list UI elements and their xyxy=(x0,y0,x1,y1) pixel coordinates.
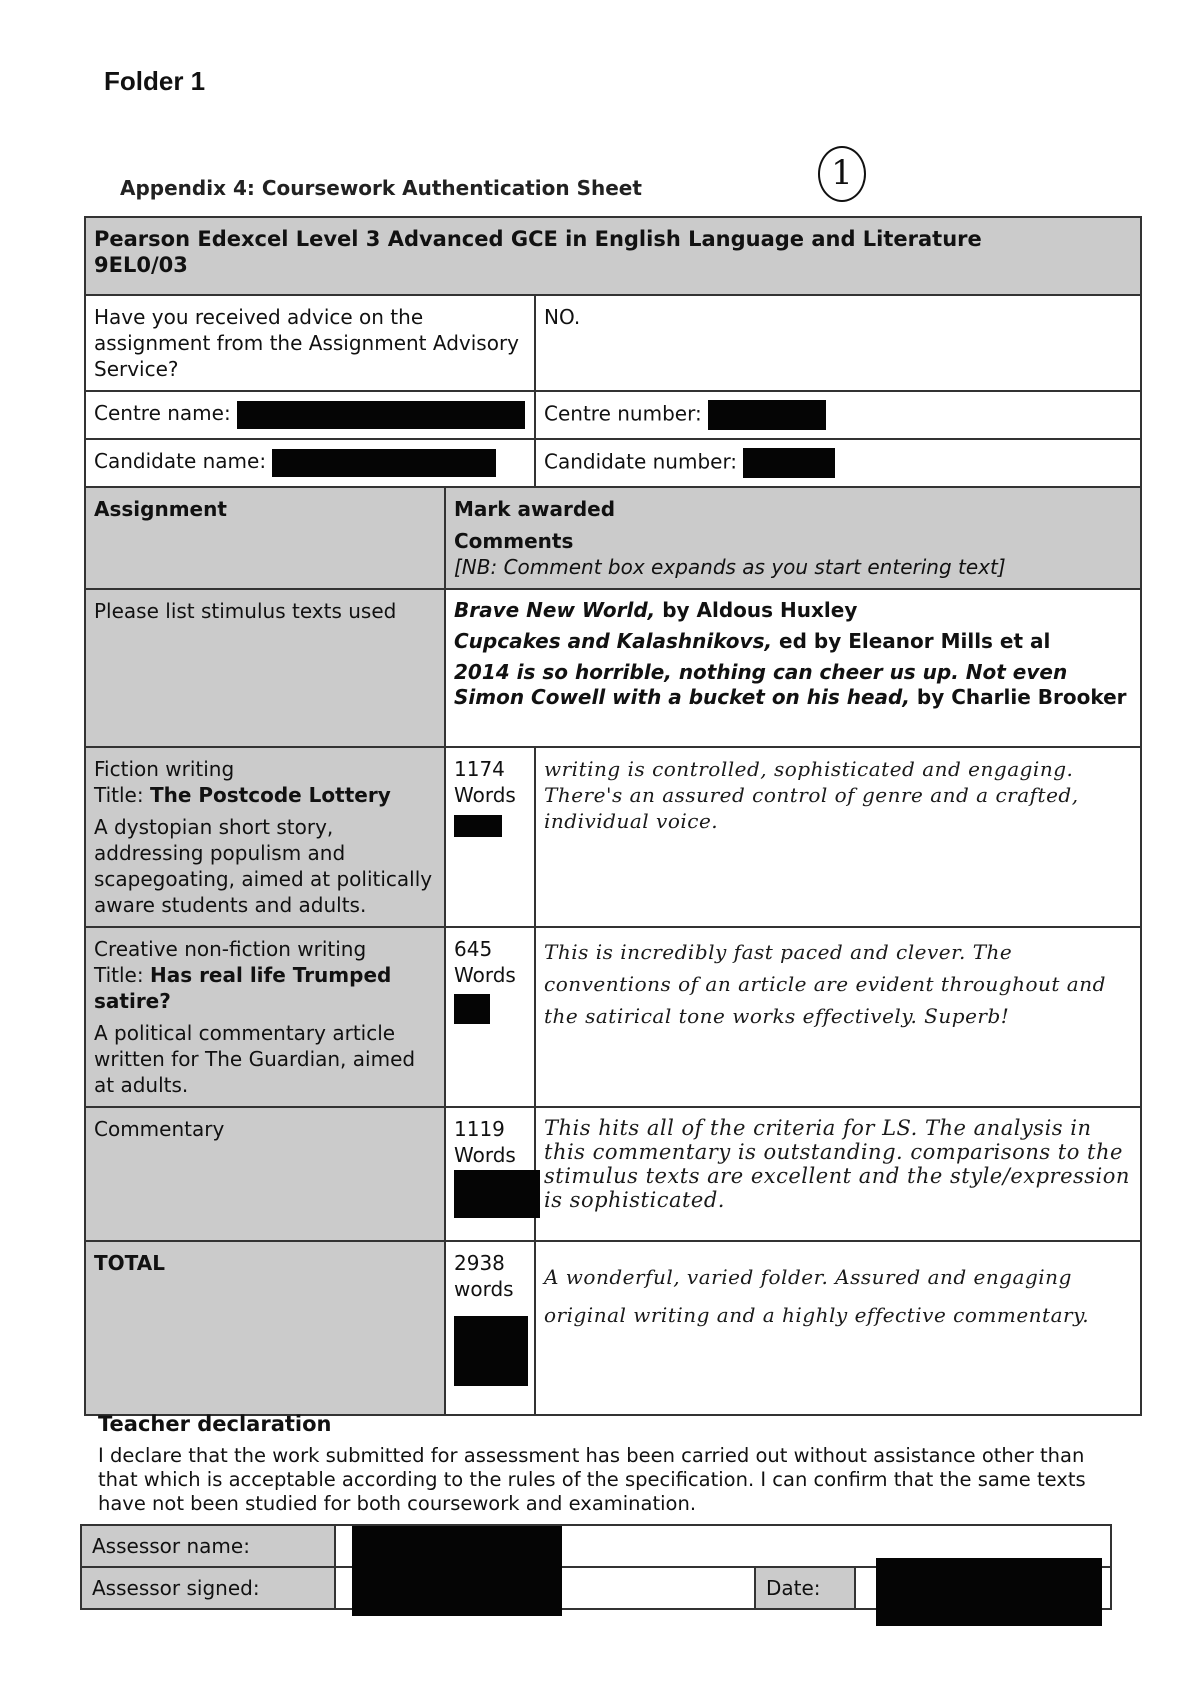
word-count-unit: Words xyxy=(454,1143,516,1167)
stimulus-label: Please list stimulus texts used xyxy=(85,589,445,747)
date-value xyxy=(855,1567,1111,1609)
centre-row xyxy=(85,391,1141,439)
assignment-description: A political commentary article written for The Guardian, aimed at adults. xyxy=(94,1021,416,1097)
assignment-title: Title: Has real life Trumped satire? xyxy=(94,963,392,1013)
nonfiction-comment: This is incredibly fast paced and clever. The conventions of an article are evident throughout and the satirical tone works effectively. Superb! xyxy=(535,927,1141,1107)
centre-number-cell xyxy=(535,391,1141,439)
qualification-title: Pearson Edexcel Level 3 Advanced GCE in English Language and Literature xyxy=(94,227,982,251)
mark-redaction xyxy=(454,815,502,837)
total-label: TOTAL xyxy=(85,1241,445,1415)
centre-number-redaction xyxy=(708,400,826,430)
centre-name-redaction xyxy=(237,401,525,429)
comments-header: Comments xyxy=(454,529,574,553)
assignment-header: Assignment xyxy=(85,487,445,589)
mark-awarded-header: Mark awarded xyxy=(454,497,616,521)
word-count-unit: Words xyxy=(454,783,516,807)
stimulus-row xyxy=(85,589,1141,747)
assessor-table xyxy=(80,1524,1112,1610)
candidate-row xyxy=(85,439,1141,487)
header-row xyxy=(85,487,1141,589)
nonfiction-assignment xyxy=(85,927,445,1107)
candidate-name-redaction xyxy=(272,449,496,477)
teacher-declaration-title: Teacher declaration xyxy=(98,1412,332,1436)
total-count-value: 2938 xyxy=(454,1251,505,1275)
fiction-assignment xyxy=(85,747,445,927)
word-count-value: 1174 xyxy=(454,757,505,781)
word-count-value: 1119 xyxy=(454,1117,505,1141)
total-count-unit: words xyxy=(454,1277,514,1301)
teacher-declaration-text: I declare that the work submitted for assessment has been carried out without assistance other than that which is acceptable according to the rules of the specification. I can confirm that the same texts have not been studied for both coursework and examination. xyxy=(98,1444,1086,1515)
qualification-code: 9EL0/03 xyxy=(94,253,188,277)
candidate-number-cell xyxy=(535,439,1141,487)
authentication-form xyxy=(84,216,1142,1416)
comments-note: [NB: Comment box expands as you start entering text] xyxy=(454,555,1006,579)
candidate-number-label: Candidate number: xyxy=(544,449,738,474)
centre-number-label: Centre number: xyxy=(544,401,702,426)
word-count-unit: Words xyxy=(454,963,516,987)
mark-redaction xyxy=(454,1170,540,1218)
word-count-value: 645 xyxy=(454,937,493,961)
assignment-description: A dystopian short story, addressing populism and scapegoating, aimed at politically aware students and adults. xyxy=(94,815,433,917)
circled-folder-number: 1 xyxy=(818,146,866,202)
total-word-count xyxy=(445,1241,535,1415)
mark-redaction xyxy=(454,994,490,1024)
advice-question: Have you received advice on the assignment from the Assignment Advisory Service? xyxy=(85,295,535,391)
advice-answer: NO. xyxy=(535,295,1141,391)
candidate-number-redaction xyxy=(743,448,835,478)
nonfiction-word-count xyxy=(445,927,535,1107)
total-comment: A wonderful, varied folder. Assured and engaging original writing and a highly effective commentary. xyxy=(535,1241,1141,1415)
stimulus-texts xyxy=(445,589,1141,747)
candidate-name-label: Candidate name: xyxy=(94,449,267,473)
nonfiction-row xyxy=(85,927,1141,1107)
qualification-cell xyxy=(85,217,1141,295)
assignment-type: Creative non-fiction writing xyxy=(94,937,367,961)
stimulus-text: Cupcakes and Kalashnikovs, ed by Eleanor Mills et al xyxy=(454,629,1051,653)
folder-title: Folder 1 xyxy=(104,66,206,96)
centre-name-label: Centre name: xyxy=(94,401,231,425)
qualification-row xyxy=(85,217,1141,295)
assignment-type: Fiction writing xyxy=(94,757,235,781)
assignment-type: Commentary xyxy=(94,1117,225,1141)
mark-comments-header xyxy=(445,487,1141,589)
date-redaction xyxy=(876,1558,1102,1626)
fiction-row xyxy=(85,747,1141,927)
advice-row xyxy=(85,295,1141,391)
commentary-word-count xyxy=(445,1107,535,1241)
assessor-signed-row xyxy=(81,1567,1111,1609)
fiction-word-count xyxy=(445,747,535,927)
assessor-redaction xyxy=(352,1526,562,1616)
total-row xyxy=(85,1241,1141,1415)
commentary-comment: This hits all of the criteria for LS. The analysis in this commentary is outstanding. comparisons to the stimulus texts are excellent and the style/expression is sophisticated. xyxy=(535,1107,1141,1241)
assessor-name-label: Assessor name: xyxy=(81,1525,335,1567)
commentary-assignment xyxy=(85,1107,445,1241)
stimulus-text: Brave New World, by Aldous Huxley xyxy=(454,598,858,622)
centre-name-cell xyxy=(85,391,535,439)
commentary-row xyxy=(85,1107,1141,1241)
appendix-title: Appendix 4: Coursework Authentication Sheet xyxy=(120,176,642,200)
assessor-signed-label: Assessor signed: xyxy=(81,1567,335,1609)
candidate-name-cell xyxy=(85,439,535,487)
mark-redaction xyxy=(454,1316,528,1386)
date-label: Date: xyxy=(755,1567,855,1609)
assignment-title: Title: The Postcode Lottery xyxy=(94,783,391,807)
fiction-comment: writing is controlled, sophisticated and engaging. There's an assured control of genre and a crafted, individual voice. xyxy=(535,747,1141,927)
stimulus-text: 2014 is so horrible, nothing can cheer us up. Not even Simon Cowell with a bucket on his head, by Charlie Brooker xyxy=(454,660,1127,709)
